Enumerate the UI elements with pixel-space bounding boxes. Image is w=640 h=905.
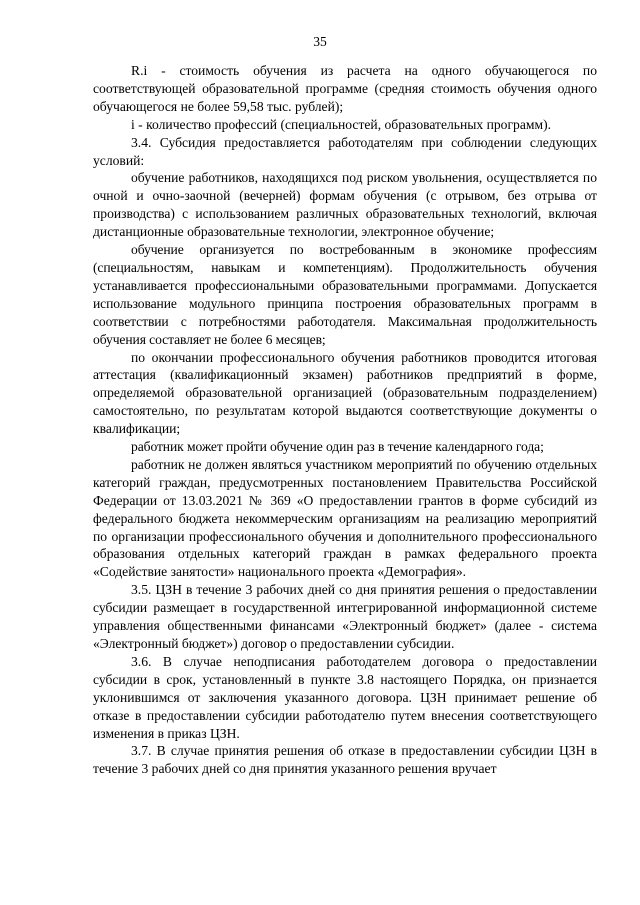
paragraph-condition-once-per-year: работник может пройти обучение один раз в течение календарного года; [131, 439, 544, 455]
paragraph-section-3-5: 3.5. ЦЗН в течение 3 рабочих дней со дня принятия решения о предоставлении субсидии размещает в государственной интегрированной информационной системе управления общественными финансами «Электронный бюджет» (далее - система «Электронный бюджет») договор о предоставлении субсидии. [93, 582, 597, 651]
paragraph-profession-count: i - количество профессий (специальностей, образовательных программ). [131, 116, 552, 132]
paragraph-condition-final-attestation: по окончании профессионального обучения работников проводится итоговая аттестация (квалификационный экзамен) работников предприятий в форме, определяемой образовательной организацией (образовательным подразделением) самостоятельно, по результатам которой выдаются соответствующие документы о квалификации; [93, 349, 597, 437]
paragraph-condition-not-participant: работник не должен являться участником мероприятий по обучению отдельных категорий граждан, предусмотренных постановлением Правительства Российской Федерации от 13.03.2021 № 369 «О предоставлении грантов в форме субсидий из федерального бюджета некоммерческим организациям на реализацию мероприятий по организации профессионального обучения и дополнительного профессионального образования отдельных категорий граждан в рамках федерального проекта «Содействие занятости» национального проекта «Демография». [93, 456, 597, 580]
document-body [93, 62, 597, 778]
paragraph-condition-training-forms: обучение работников, находящихся под риском увольнения, осуществляется по очной и очно-заочной (вечерней) формам обучения (с отрывом, без отрыва от производства) с использованием различных образовательных технологий, включая дистанционные образовательные технологии, электронное обучение; [93, 170, 597, 240]
page-number: 35 [313, 34, 327, 49]
paragraph-section-3-7: 3.7. В случае принятия решения об отказе в предоставлении субсидии ЦЗН в течение 3 рабочих дней со дня принятия указанного решения вручает [93, 743, 597, 777]
paragraph-cost-definition: R.i - стоимость обучения из расчета на одного обучающегося по соответствующей образовательной программе (средняя стоимость обучения одного обучающегося не более 59,58 тыс. рублей); [93, 63, 597, 114]
paragraph-section-3-4: 3.4. Субсидия предоставляется работодателям при соблюдении следующих условий: [93, 134, 597, 168]
paragraph-section-3-6: 3.6. В случае неподписания работодателем договора о предоставлении субсидии в срок, установленный в пункте 3.8 настоящего Порядка, он признается уклонившимся от заключения указанного договора. ЦЗН принимает решение об отказе в предоставлении субсидии работодателю путем внесения соответствующего изменения в приказ ЦЗН. [93, 653, 597, 741]
paragraph-condition-demanded-professions: обучение организуется по востребованным в экономике профессиям (специальностям, навыкам и компетенциям). Продолжительность обучения устанавливается профессиональными образовательными программами. Допускается использование модульного принципа построения образовательных программ в соответствии с потребностями работодателя. Максимальная продолжительность обучения составляет не более 6 месяцев; [93, 242, 597, 347]
